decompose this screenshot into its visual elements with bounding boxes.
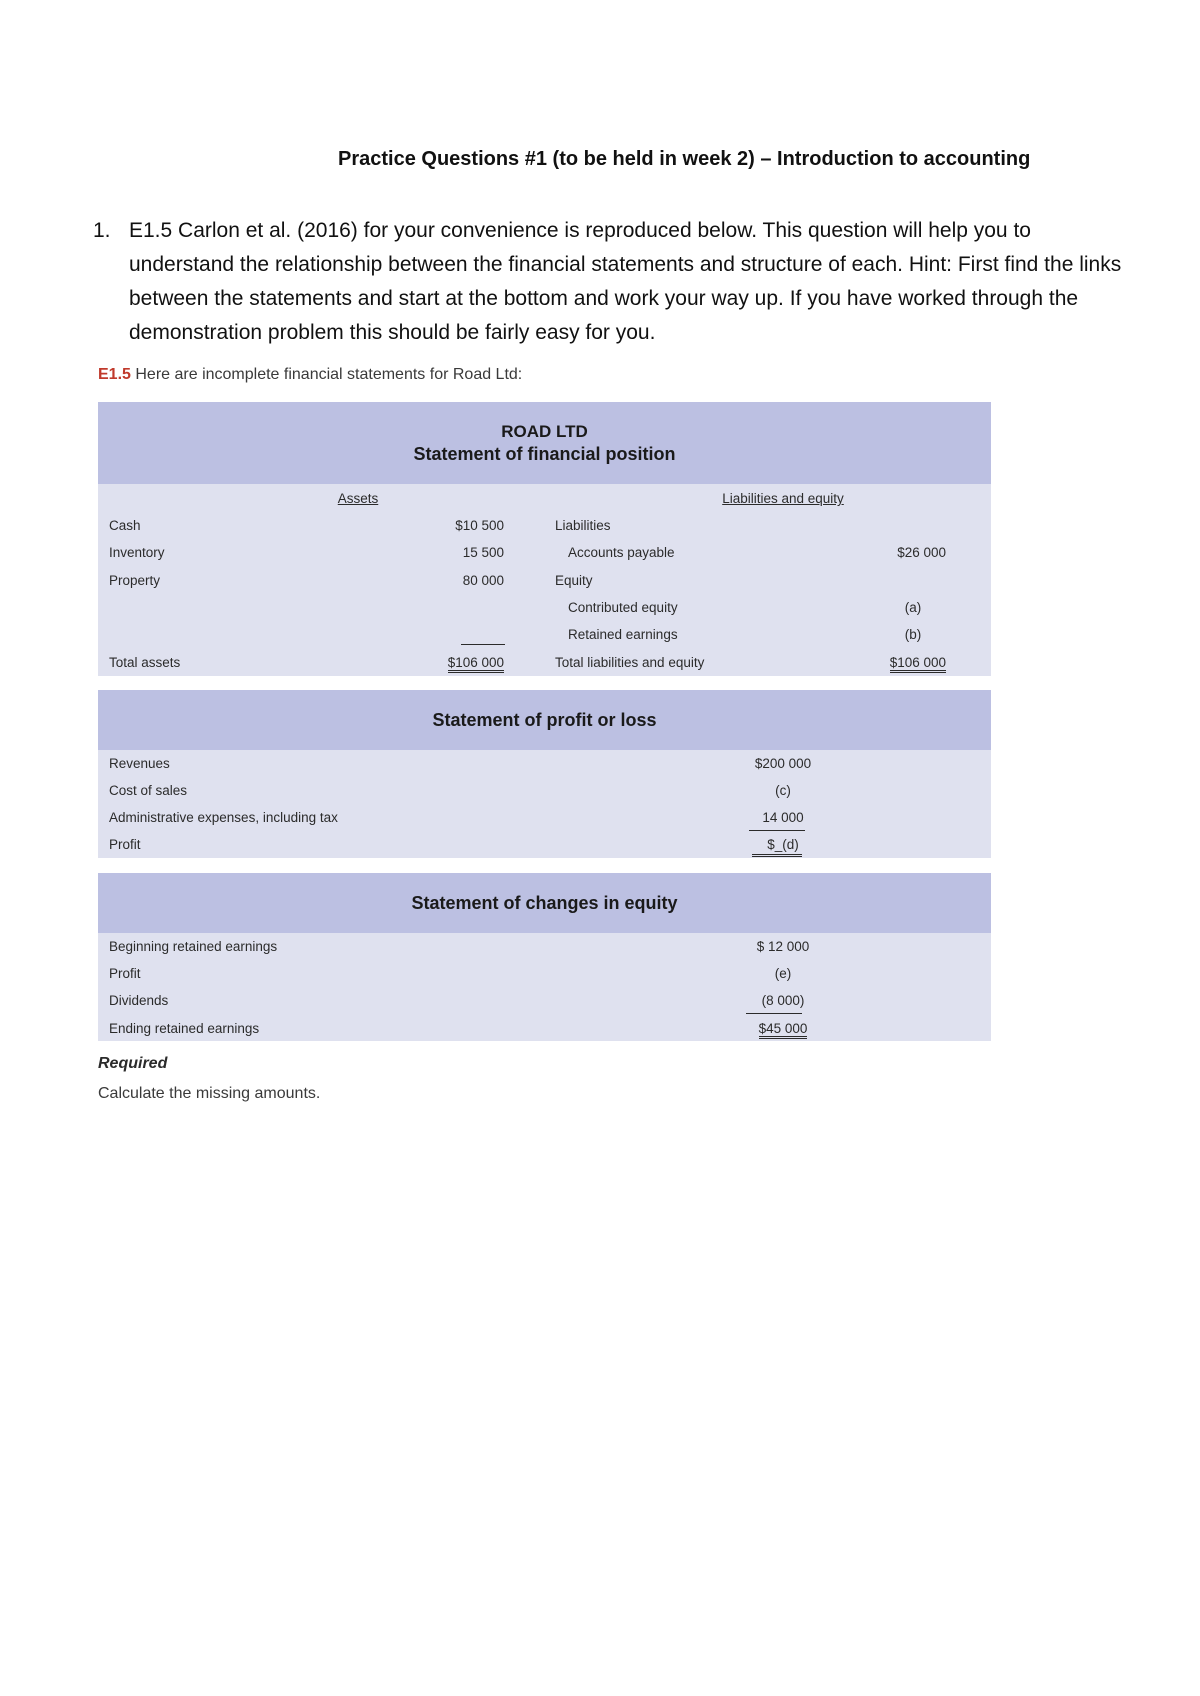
pl-row-amount: 14 000 (762, 810, 804, 825)
financial-position-title: Statement of financial position (413, 444, 676, 464)
exercise-intro (98, 366, 522, 384)
asset-label: Inventory (109, 545, 165, 560)
pl-row-label: Administrative expenses, including tax (109, 810, 338, 825)
asset-amount: $10 500 (455, 518, 504, 533)
total-assets-label: Total assets (109, 655, 181, 670)
ce-row-amount: (8 000) (761, 993, 805, 1008)
liability-amount: $26 000 (897, 545, 946, 560)
equity-item-label: Retained earnings (568, 627, 678, 642)
asset-amount: 80 000 (462, 573, 504, 588)
assets-header: Assets (337, 491, 379, 506)
pl-row-label: Cost of sales (109, 783, 188, 798)
question-text: E1.5 Carlon et al. (2016) for your convenience is reproduced below. This question will help you to understand the relationship between the financial statements and structure of each. Hint: First find the links between the statements and start at the bottom and work your way up. If you have worked through the demonstration problem this should be fairly easy for you. (129, 219, 1122, 344)
subtotal-rule (461, 644, 505, 645)
total-rule (752, 854, 802, 857)
liability-label: Accounts payable (568, 545, 675, 560)
ce-row-amount: $ 12 000 (756, 939, 810, 954)
required-heading: Required (98, 1055, 168, 1072)
total-liabilities-amount: $106 000 (890, 655, 946, 673)
asset-label: Cash (109, 518, 141, 533)
changes-equity-title: Statement of changes in equity (98, 873, 991, 933)
asset-amount: 15 500 (462, 545, 504, 560)
total-liabilities-label: Total liabilities and equity (555, 655, 705, 670)
subtotal-rule (749, 830, 805, 831)
ce-row-amount: (e) (774, 966, 792, 981)
profit-loss-title: Statement of profit or loss (98, 690, 991, 750)
ce-row-label: Profit (109, 966, 141, 981)
financial-position-panel (98, 402, 991, 676)
total-assets-amount: $106 000 (448, 655, 504, 673)
liability-label: Liabilities (555, 518, 611, 533)
ce-row-label: Beginning retained earnings (109, 939, 278, 954)
pl-row-label: Profit (109, 837, 141, 852)
liabilities-equity-header: Liabilities and equity (722, 491, 844, 506)
question-1 (93, 214, 1133, 350)
exercise-intro-text: Here are incomplete financial statements for Road Ltd: (135, 366, 523, 383)
equity-item-label: Contributed equity (568, 600, 678, 615)
pl-row-amount: (c) (775, 783, 791, 798)
ce-row-label: Dividends (109, 993, 169, 1008)
ce-row-amount: $45 000 (759, 1021, 808, 1039)
required-text: Calculate the missing amounts. (98, 1085, 321, 1102)
equity-item-amount: (a) (904, 600, 922, 615)
asset-label: Property (109, 573, 161, 588)
company-name: ROAD LTD (501, 422, 588, 441)
pl-row-amount: $_(d) (767, 837, 799, 852)
pl-row-label: Revenues (109, 756, 170, 771)
subtotal-rule (746, 1013, 802, 1014)
page-title: Practice Questions #1 (to be held in week 2) – Introduction to accounting (338, 148, 1031, 170)
changes-equity-panel (98, 873, 991, 1041)
profit-loss-panel (98, 690, 991, 858)
equity-label: Equity (555, 573, 593, 588)
equity-item-amount: (b) (904, 627, 922, 642)
question-number: 1. (93, 219, 111, 242)
ce-row-label: Ending retained earnings (109, 1021, 260, 1036)
exercise-number: E1.5 (98, 366, 131, 383)
pl-row-amount: $200 000 (754, 756, 812, 771)
financial-position-header (98, 402, 991, 484)
